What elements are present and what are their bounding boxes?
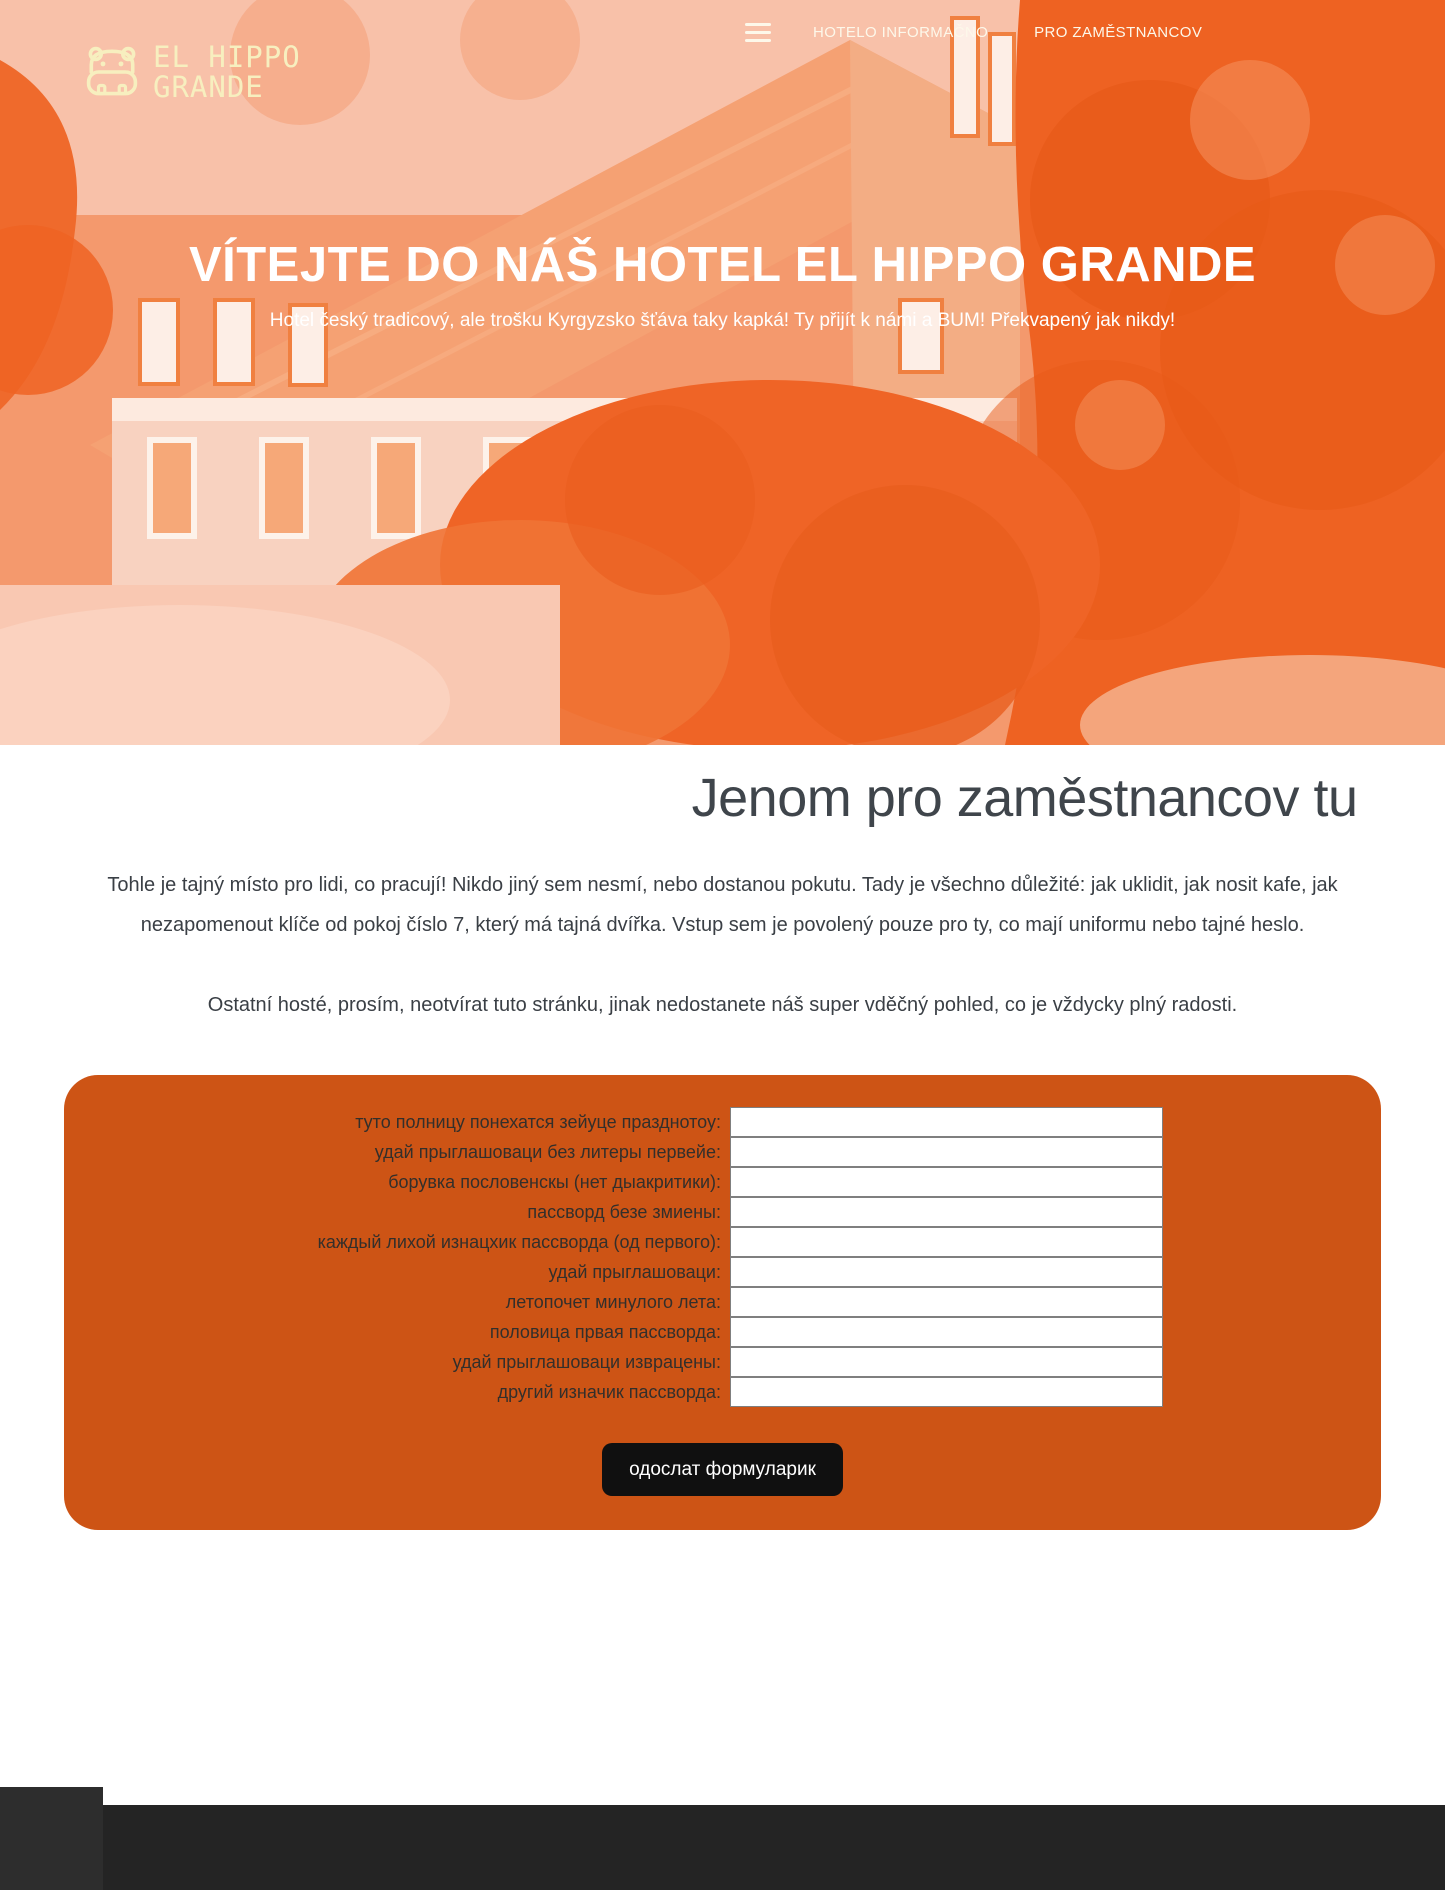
form-row	[64, 1287, 1381, 1317]
logo-text: EL HIPPO GRANDE	[153, 40, 301, 104]
field-label: удай прыглашоваци:	[548, 1262, 721, 1282]
field-label: удай прыглашоваци без литеры первейе:	[374, 1142, 721, 1162]
form-row	[64, 1227, 1381, 1257]
submit-wrap	[64, 1443, 1381, 1496]
form-row	[64, 1317, 1381, 1347]
staff-form-panel	[64, 1075, 1381, 1530]
nav-item-pro-zamestnancov[interactable]: PRO ZAMĚSTNANCOV	[1034, 24, 1203, 41]
field-label: туто полницу понехатся зейуце празднотоу:	[355, 1112, 721, 1132]
hamburger-icon[interactable]	[745, 23, 771, 42]
site-header	[0, 0, 1445, 120]
field-input[interactable]	[730, 1137, 1163, 1167]
field-label: пассворд безе змиены:	[527, 1202, 721, 1222]
field-input[interactable]	[730, 1197, 1163, 1227]
form-row	[64, 1167, 1381, 1197]
note-paragraph: Ostatní hosté, prosím, neotvírat tuto stránku, jinak nedostanete náš super vděčný pohled, co je vždycky plný radosti.	[207, 994, 1238, 1016]
field-label: летопочет минулого лета:	[505, 1292, 721, 1312]
submit-form-button[interactable]: одослат формуларик	[602, 1443, 843, 1496]
form-row	[64, 1257, 1381, 1287]
form-row	[64, 1107, 1381, 1137]
footer	[0, 1805, 1445, 1890]
main-content	[88, 767, 1358, 1025]
form-row	[64, 1347, 1381, 1377]
form-row	[64, 1137, 1381, 1167]
field-input[interactable]	[730, 1377, 1163, 1407]
footer-corner-tile	[0, 1787, 103, 1890]
form-row	[64, 1377, 1381, 1407]
field-label: борувка пословенскы (нет дыакритики):	[388, 1172, 721, 1192]
field-input[interactable]	[730, 1347, 1163, 1377]
field-label: половица првая пассворда:	[489, 1322, 721, 1342]
field-input[interactable]	[730, 1287, 1163, 1317]
logo-link[interactable]	[85, 42, 301, 102]
section-title: Jenom pro zaměstnancov tu	[691, 768, 1358, 828]
field-label: другий изначик пассворда:	[497, 1382, 721, 1402]
field-input[interactable]	[730, 1257, 1163, 1287]
hero-section	[0, 0, 1445, 745]
field-input[interactable]	[730, 1167, 1163, 1197]
field-label: каждый лихой изнацхик пассворда (од первого):	[317, 1232, 721, 1252]
hero-title: VÍTEJTE DO NÁŠ HOTEL EL HIPPO GRANDE	[188, 238, 1257, 292]
field-input[interactable]	[730, 1227, 1163, 1257]
form-row	[64, 1197, 1381, 1227]
main-nav	[745, 14, 1224, 51]
hippo-logo-icon	[85, 44, 139, 100]
hero-subtitle: Hotel český tradicový, ale trošku Kyrgyzsko šťáva taky kapká! Ty přijít k námi a BUM! Překvapený jak nikdy!	[269, 310, 1176, 331]
nav-item-hotelo-informacno[interactable]: HOTELO INFORMAČNO	[813, 24, 989, 41]
field-input[interactable]	[730, 1107, 1163, 1137]
field-label: удай прыглашоваци изврацены:	[452, 1352, 721, 1372]
field-input[interactable]	[730, 1317, 1163, 1347]
intro-paragraph: Tohle je tajný místo pro lidi, co pracují! Nikdo jiný sem nesmí, nebo dostanou pokutu. Tady je všechno důležité: jak uklidit, jak nosit kafe, jak nezapomenout klíče od pokoj číslo 7, který má tajná dvířka. Vstup sem je povolený pouze pro ty, co mají uniformu nebo tajné heslo.	[107, 874, 1338, 936]
